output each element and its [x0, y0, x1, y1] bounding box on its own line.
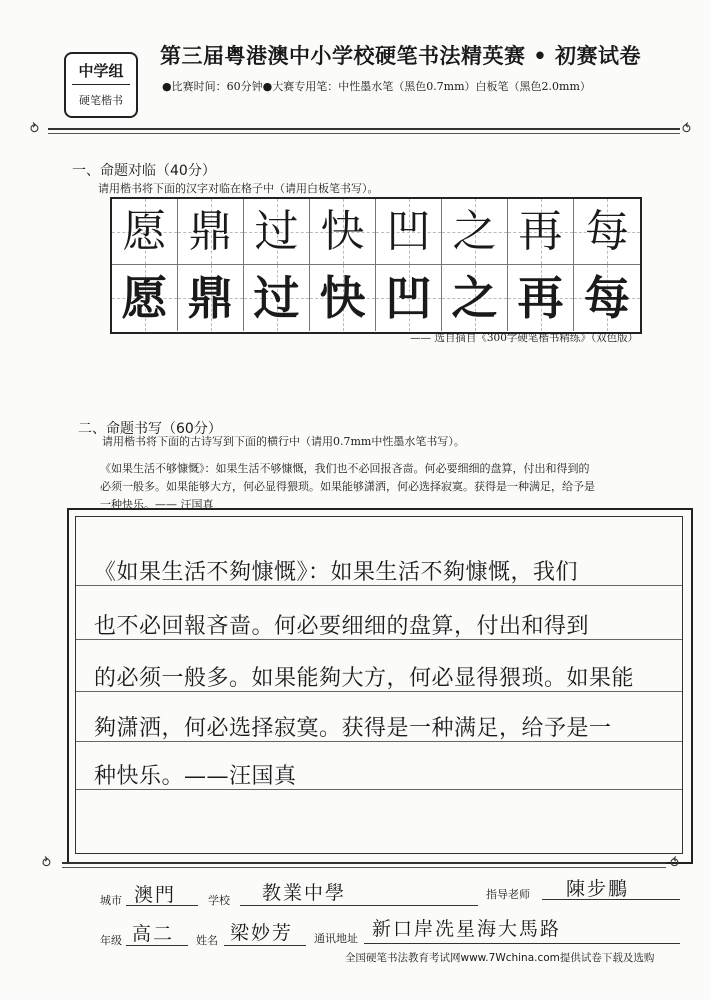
model-cell	[112, 199, 178, 265]
model-cell	[574, 199, 640, 265]
written-cell[interactable]	[310, 265, 376, 331]
copy-grid	[110, 197, 642, 334]
written-char: 再	[517, 271, 564, 325]
written-char: 过	[253, 271, 300, 325]
written-cell[interactable]	[574, 265, 640, 331]
written-char: 鼎	[187, 271, 234, 325]
poem-line: 《如果生活不够慷慨》：如果生活不够慷慨，我们也不必回报吝啬。何必要细细的盘算，付出和得到的	[100, 462, 590, 475]
written-cell[interactable]	[442, 265, 508, 331]
written-char: 凹	[385, 271, 432, 325]
grade-label: 年级	[100, 934, 122, 947]
written-cell[interactable]	[376, 265, 442, 331]
model-cell	[310, 199, 376, 265]
header-divider	[48, 128, 680, 130]
exam-title: 第三届粤港澳中小学校硬笔书法精英赛 • 初赛试卷	[160, 44, 642, 68]
section1-title: 一、命题对临（40分）	[72, 163, 216, 179]
written-char: 愿	[121, 271, 168, 325]
model-cell	[442, 199, 508, 265]
school-value[interactable]: 教業中學	[262, 882, 347, 904]
model-char: 每	[585, 206, 629, 257]
model-cell	[376, 199, 442, 265]
right-swirl-icon: ⥀	[682, 122, 691, 137]
city-underline	[126, 905, 198, 906]
badge-category-label: 硬笔楷书	[79, 94, 123, 107]
name-label: 姓名	[196, 934, 218, 947]
city-label: 城市	[100, 894, 122, 907]
model-cell	[244, 199, 310, 265]
handwritten-line: 种快乐。——汪国真	[94, 764, 297, 789]
writing-area[interactable]	[75, 516, 683, 854]
city-value[interactable]: 澳門	[134, 884, 177, 906]
model-cell	[508, 199, 574, 265]
written-cell[interactable]	[508, 265, 574, 331]
address-label: 通讯地址	[314, 932, 358, 945]
written-cell[interactable]	[178, 265, 244, 331]
header-divider-thin	[48, 133, 680, 134]
teacher-value[interactable]: 陳步鵬	[566, 878, 630, 900]
written-char: 每	[584, 271, 630, 325]
model-char: 凹	[386, 206, 431, 257]
footer-divider-thin	[62, 867, 666, 868]
handwritten-line: 也不必回報吝啬。何必要细细的盘算，付出和得到	[94, 614, 590, 639]
written-char: 之	[451, 271, 498, 325]
poem-line: 一种快乐。—— 汪国真	[100, 498, 214, 511]
model-char: 快	[320, 206, 365, 257]
left-swirl-icon: ⥁	[30, 122, 39, 137]
section2-instruction: 请用楷书将下面的古诗写到下面的横行中（请用0.7mm中性墨水笔书写）。	[102, 435, 465, 448]
exam-subtitle: ●比赛时间：60分钟●大赛专用笔：中性墨水笔（黑色0.7mm）白板笔（黑色2.0mm）	[162, 80, 591, 93]
model-char: 过	[254, 206, 299, 257]
footer-divider	[62, 862, 666, 864]
section2-title: 二、命题书写（60分）	[78, 421, 222, 437]
address-value[interactable]: 新口岸冼星海大馬路	[372, 918, 562, 940]
grade-underline	[126, 945, 188, 946]
written-cell[interactable]	[244, 265, 310, 331]
footer-left-swirl-icon: ⥁	[42, 856, 51, 871]
model-cell	[178, 199, 244, 265]
source-note: —— 选自摘自《300字硬笔楷书精练》（双色版）	[410, 332, 639, 344]
model-char: 再	[518, 206, 563, 257]
written-char: 快	[319, 271, 366, 325]
badge-group-label: 中学组	[78, 62, 124, 80]
teacher-label: 指导老师	[486, 888, 530, 901]
footer-right-swirl-icon: ⥀	[670, 856, 679, 871]
poem-line: 必须一般多。如果能够大方，何必显得猥琐。如果能够潇洒，何必选择寂寞。获得是一种满足，给予是	[100, 480, 595, 493]
model-char: 愿	[122, 206, 167, 257]
grade-value[interactable]: 高二	[132, 923, 175, 945]
address-underline	[364, 943, 680, 944]
name-value[interactable]: 梁妙芳	[230, 922, 294, 944]
model-char: 鼎	[188, 206, 233, 257]
teacher-underline	[542, 899, 680, 900]
model-char: 之	[452, 206, 497, 257]
section1-instruction: 请用楷书将下面的汉字对临在格子中（请用白板笔书写）。	[98, 182, 379, 195]
school-label: 学校	[208, 894, 230, 907]
handwritten-line: 《如果生活不夠慷慨》：如果生活不夠慷慨，我们	[94, 560, 579, 585]
handwritten-line: 的必须一般多。如果能夠大方，何必显得猥琐。如果能	[94, 666, 635, 691]
handwritten-line: 夠潇洒，何必选择寂寞。获得是一种满足，给予是一	[94, 716, 612, 741]
website-credit: 全国硬笔书法教育考试网www.7Wchina.com提供试卷下载及选购	[345, 952, 655, 964]
written-cell[interactable]	[112, 265, 178, 331]
group-badge	[64, 52, 138, 118]
name-underline	[224, 945, 306, 946]
poem-text	[100, 460, 685, 514]
badge-divider	[72, 84, 130, 85]
school-underline	[240, 905, 478, 906]
